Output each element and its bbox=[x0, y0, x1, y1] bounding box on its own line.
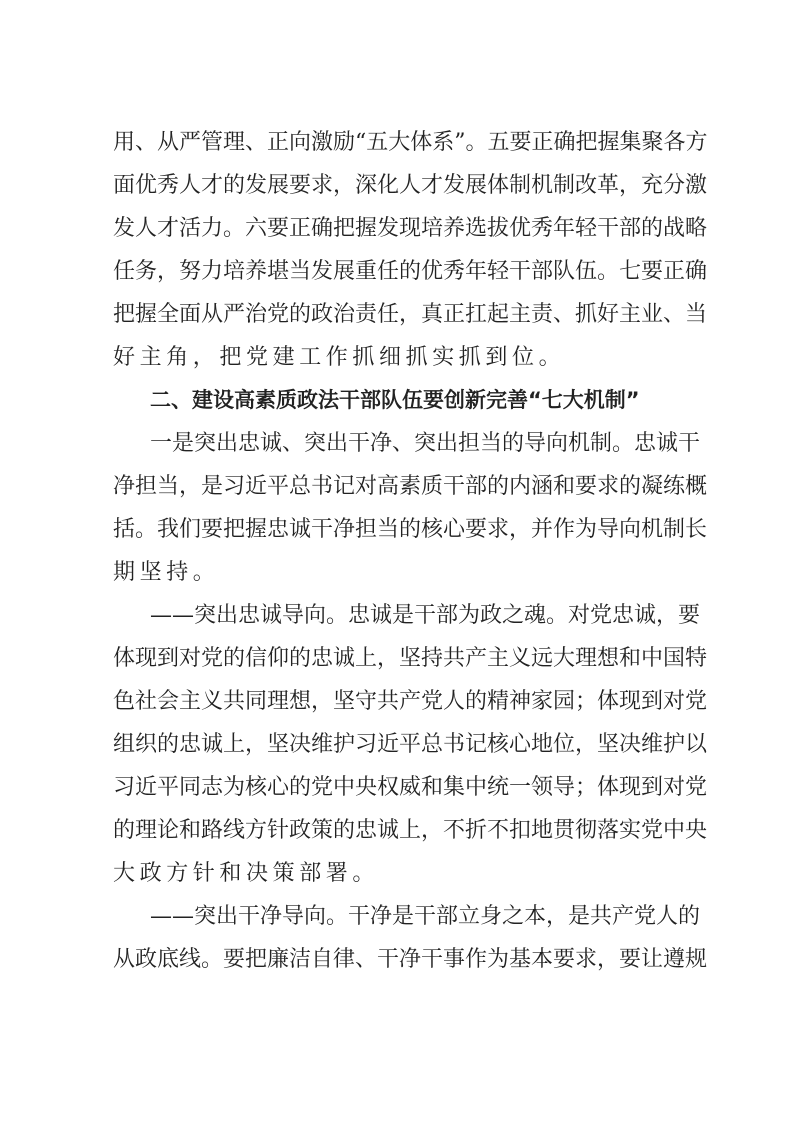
text-line: 任务，努力培养堪当发展重任的优秀年轻干部队伍。七要正确 bbox=[113, 259, 708, 284]
text-line: 面优秀人才的发展要求，深化人才发展体制机制改革，充分激 bbox=[113, 173, 708, 198]
text-line: 从政底线。要把廉洁自律、干净干事作为基本要求，要让遵规 bbox=[113, 947, 708, 972]
document-page bbox=[113, 121, 708, 981]
text-line: 发人才活力。六要正确把握发现培养选拔优秀年轻干部的战略 bbox=[113, 216, 708, 241]
text-line: 好主角，把党建工作抓细抓实抓到位。 bbox=[113, 345, 566, 370]
section-heading: 二、建设高素质政法干部队伍要创新完善“七大机制” bbox=[150, 388, 640, 412]
text-line: 括。我们要把握忠诚干净担当的核心要求，并作为导向机制长 bbox=[113, 517, 708, 542]
text-line: ——突出忠诚导向。忠诚是干部为政之魂。对党忠诚，要 bbox=[150, 603, 701, 628]
text-line: 习近平同志为核心的党中央权威和集中统一领导；体现到对党 bbox=[113, 775, 708, 800]
text-line: 把握全面从严治党的政治责任，真正扛起主责、抓好主业、当 bbox=[113, 302, 708, 327]
text-line: 组织的忠诚上，坚决维护习近平总书记核心地位，坚决维护以 bbox=[113, 732, 708, 757]
text-line: 净担当，是习近平总书记对高素质干部的内涵和要求的凝练概 bbox=[113, 474, 708, 499]
text-line: 体现到对党的信仰的忠诚上，坚持共产主义远大理想和中国特 bbox=[113, 646, 708, 671]
text-line: 期坚持。 bbox=[113, 560, 220, 585]
text-line: 色社会主义共同理想，坚守共产党人的精神家园；体现到对党 bbox=[113, 689, 708, 714]
text-line: ——突出干净导向。干净是干部立身之本，是共产党人的 bbox=[150, 904, 701, 929]
text-line: 大政方针和决策部署。 bbox=[113, 861, 380, 886]
text-line: 的理论和路线方针政策的忠诚上，不折不扣地贯彻落实党中央 bbox=[113, 818, 708, 843]
text-line: 用、从严管理、正向激励“五大体系”。五要正确把握集聚各方 bbox=[113, 130, 708, 155]
text-line: 一是突出忠诚、突出干净、突出担当的导向机制。忠诚干 bbox=[150, 431, 701, 456]
